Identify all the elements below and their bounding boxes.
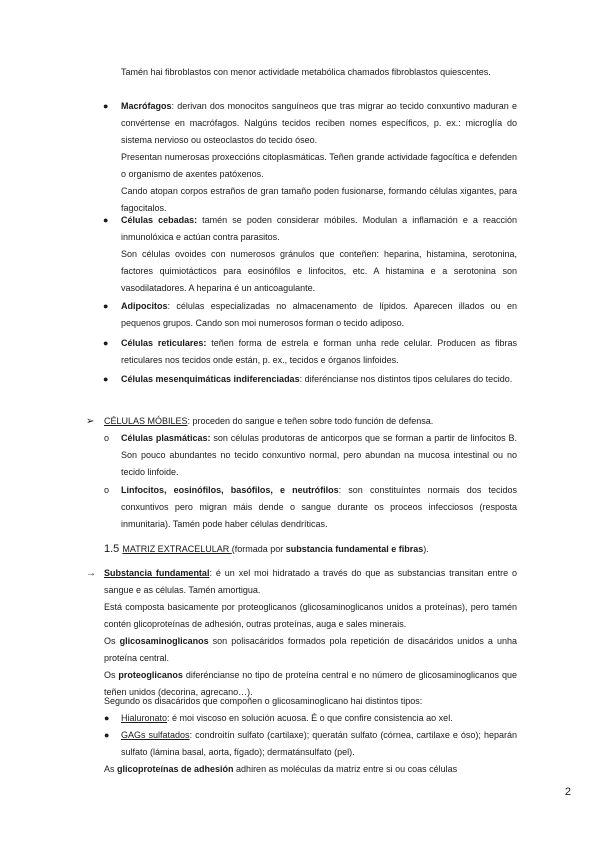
text: Tamén hai fibroblastos con menor actividade metabólica chamados fibroblastos quiescentes.	[121, 67, 491, 77]
list-item-gags	[121, 727, 517, 761]
text: Os	[104, 670, 119, 680]
section-title: MATRIZ EXTRACELULAR	[122, 544, 232, 554]
bullet-icon: ●	[104, 713, 110, 723]
text: tamén se poden considerar móbiles. Modulan a inflamación e a reacción inmunolóxica e actúan contra parasitos.	[121, 215, 517, 242]
heading-celulas-mobiles	[104, 413, 524, 430]
text: (formada por	[231, 544, 286, 554]
bullet-icon: ●	[103, 374, 109, 384]
term: Células plasmáticas:	[121, 433, 211, 443]
text: : condroitín sulfato (cartilaxe); queratán sulfato (córnea, cartilaxe e óso); heparán sulfato (lámina basal, aorta, fígado); dermatánsulfato (pel).	[121, 730, 517, 757]
bullet-icon: ●	[103, 301, 109, 311]
term: glicosaminoglicanos	[119, 636, 209, 646]
text: : son constituíntes normais dos tecidos conxuntivos pero migran máis dende o sangue durante os proceos infecciosos (resposta inmunitaria). Tamén pode haber células dendríticas.	[121, 485, 517, 529]
text: As	[104, 764, 118, 774]
text: Está composta basicamente por proteoglicanos (glicosaminoglicanos unidos a proteínas), pero tamén contén glicoproteínas de adhesión, outras proteínas, auga e sales minerais.	[104, 602, 517, 629]
bullet-icon: ●	[103, 338, 109, 348]
bullet-icon: ●	[104, 730, 110, 740]
circle-bullet-icon: o	[104, 433, 110, 443]
term: Substancia fundamental	[104, 568, 210, 578]
bullet-icon: ●	[103, 215, 109, 225]
term: Macrófagos	[121, 101, 172, 111]
term: Células cebadas:	[121, 215, 198, 225]
list-item-cebadas	[121, 212, 517, 297]
term: Células mesenquimáticas indiferenciadas	[121, 374, 300, 384]
arrow-right-icon: →	[86, 568, 96, 579]
text: Presentan numerosas proxeccións citoplasmáticas. Teñen grande actividade fagocítica e defenden o organismo de axentes patóxenos.	[121, 152, 517, 179]
page-number: 2	[564, 786, 571, 798]
text: ).	[423, 544, 429, 554]
section-heading	[104, 541, 524, 558]
paragraph-fibroblasts	[121, 64, 517, 81]
text: : é moi viscoso en solución acuosa. É o que confire consistencia ao xel.	[167, 713, 453, 723]
bullet-icon: ●	[103, 101, 109, 111]
term: proteoglicanos	[118, 670, 183, 680]
text: Segundo os disacáridos que compoñen o glicosaminoglicano hai distintos tipos:	[104, 696, 423, 706]
text: : é un xel moi hidratado a través do que as substancias transitan entre o sangue e as células. Tamén amortigua.	[104, 568, 518, 595]
text: teñen forma de estrela e forman unha rede celular. Producen as fibras reticulares nos tecidos onde están, p. ex., tecidos e órganos linfoides.	[121, 338, 517, 365]
list-item-linfocitos	[121, 482, 517, 533]
list-item-reticulares	[121, 335, 517, 369]
text: : derivan dos monocitos sanguíneos que tras migrar ao tecido conxuntivo maduran e convértense en macrófagos. Nalgúns tecidos reciben nomes específicos, p. ex.: microglía do sistema nervioso ou osteoclastos do tecido óseo.	[121, 101, 517, 145]
text: : células especializadas no almacenamento de lípidos. Aparecen illados ou en pequenos grupos. Cando son moi numerosos forman o tecido adiposo.	[121, 301, 517, 328]
text: : diferéncianse nos distintos tipos celulares do tecido.	[299, 374, 513, 384]
list-item-macrofagos	[121, 98, 517, 217]
term: Células reticulares:	[121, 338, 207, 348]
list-item-adipocitos	[121, 298, 517, 332]
text: son células produtoras de anticorpos que se forman a partir de linfocitos B. Son pouco abundantes no tecido conxuntivo normal, pero abundan na mucosa intestinal ou no tecido linfoide.	[121, 433, 518, 477]
arrowhead-bullet-icon: ➢	[86, 416, 95, 427]
text: Cando atopan corpos estraños de gran tamaño poden fusionarse, formando células xigantes, para fagocitalos.	[121, 186, 517, 213]
term: GAGs sulfatados	[121, 730, 190, 740]
term: Linfocitos, eosinófilos, basófilos, e neutrófilos	[121, 485, 339, 495]
term: CÉLULAS MÓBILES	[104, 416, 188, 426]
text: son polisacáridos formados pola repetición de disacáridos unidos a unha proteína central.	[104, 636, 517, 663]
paragraph-tipos	[104, 693, 517, 710]
text: : proceden do sangue e teñen sobre todo función de defensa.	[187, 416, 434, 426]
text: Son células ovoides con numerosos gránulos que conteñen: heparina, histamina, serotonina, factores quimiotácticos para eosinófilos e linfocitos, etc. A histamina e a serotonina son vasodilatadores. A heparina é un anticoagulante.	[121, 249, 517, 293]
list-item-plasmaticas	[121, 430, 517, 481]
term: substancia fundamental e fibras	[285, 544, 424, 554]
text: Os	[104, 636, 120, 646]
section-number: 1.5	[104, 543, 123, 555]
text: diferéncianse no tipo de proteína central e no número de glicosaminoglicanos que teñen unidos (decorina, agrecano…).	[104, 670, 517, 697]
term: glicoproteínas de adhesión	[117, 764, 234, 774]
term: Hialuronato	[121, 713, 168, 723]
circle-bullet-icon: o	[104, 485, 110, 495]
list-item-mesenquimaticas	[121, 371, 517, 388]
term: Adipocitos	[121, 301, 168, 311]
text: adhiren as moléculas da matriz entre si ou coas células	[233, 764, 458, 774]
paragraph-glicoproteinas	[104, 761, 517, 778]
paragraph-substancia-fundamental	[104, 565, 517, 701]
list-item-hialuronato	[121, 710, 517, 727]
